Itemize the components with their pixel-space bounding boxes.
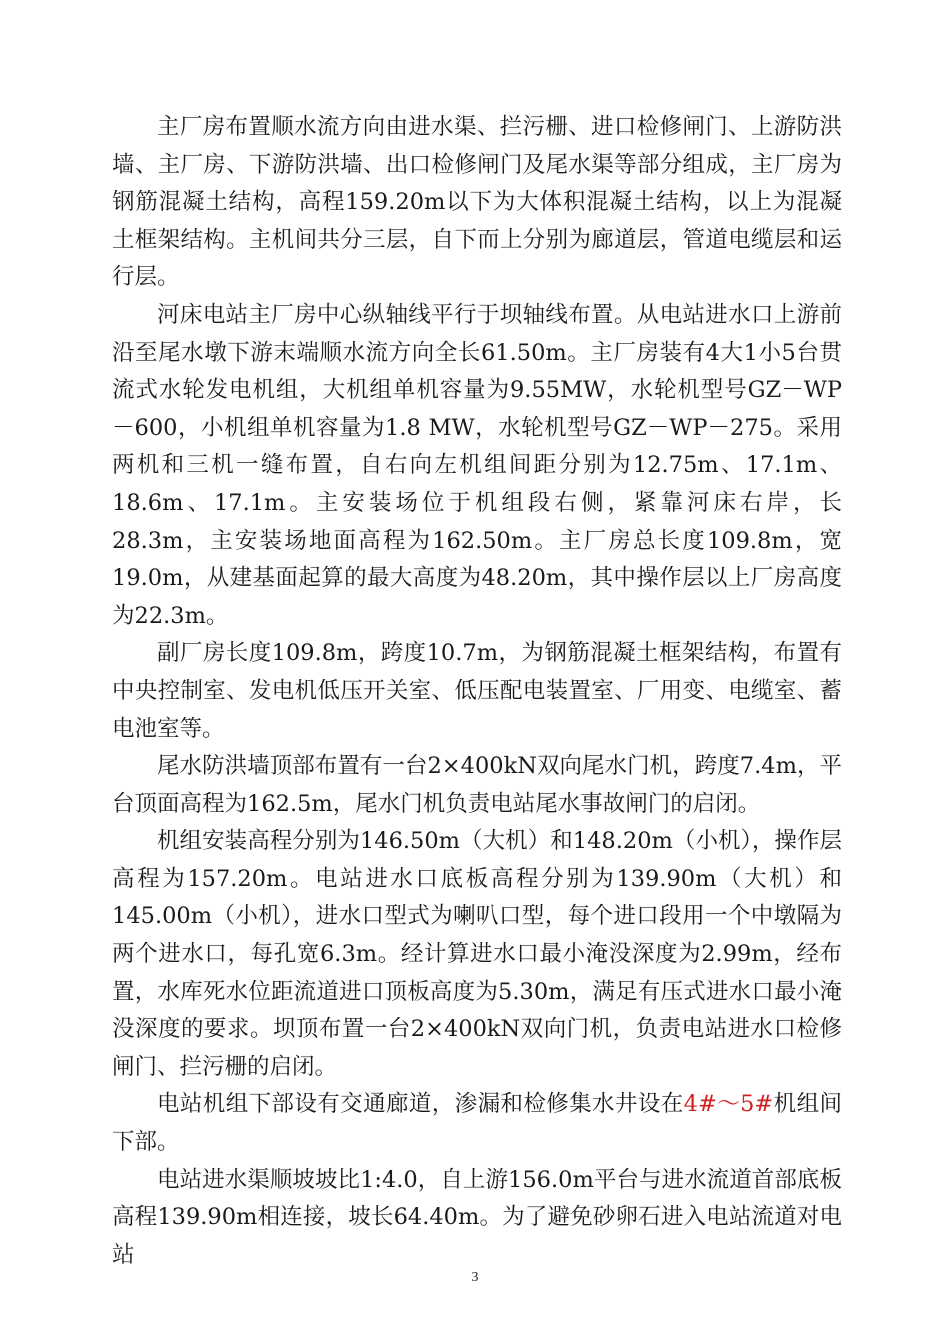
paragraph-tailwater-crane: 尾水防洪墙顶部布置有一台2×400kN双向尾水门机，跨度7.4m，平台顶面高程为162.5m，尾水门机负责电站尾水事故闸门的启闭。: [112, 753, 842, 817]
paragraph-riverbed-station: 河床电站主厂房中心纵轴线平行于坝轴线布置。从电站进水口上游前沿至尾水墩下游末端顺水流方向全长61.50m。主厂房装有4大1小5台贯流式水轮发电机组，大机组单机容量为9.55MW，水轮机型号GZ－WP－600，小机组单机容量为1.8 MW，水轮机型号GZ－WP－275。采用两机和三机一缝布置，自右向左机组间距分别为12.75m、17.1m、18.6m、17.1m。主安装场位于机组段右侧，紧靠河床右岸，长28.3m，主安装场地面高程为162.50m。主厂房总长度109.8m，宽19.0m，从建基面起算的最大高度为48.20m，其中操作层以上厂房高度为22.3m。: [112, 301, 842, 629]
page-number: 3: [471, 1270, 479, 1285]
gallery-text-after: 机组间下部。: [112, 1091, 842, 1156]
gallery-text-before: 电站机组下部设有交通廊道，渗漏和检修集水井设在: [157, 1091, 684, 1118]
paragraph-installation-elevation: 机组安装高程分别为146.50m（大机）和148.20m（小机），操作层高程为157.20m。电站进水口底板高程分别为139.90m（大机）和145.00m（小机），进水口型式为喇叭口型，每个进口段用一个中墩隔为两个进水口，每孔宽6.3m。经计算进水口最小淹没深度为2.99m，经布置，水库死水位距流道进口顶板高度为5.30m，满足有压式进水口最小淹没深度的要求。坝顶布置一台2×400kN双向门机，负责电站进水口检修闸门、拦污栅的启闭。: [112, 828, 842, 1080]
paragraph-intake-channel: 电站进水渠顺坡坡比1:4.0，自上游156.0m平台与进水流道首部底板高程139.90m相连接，坡长64.40m。为了避免砂卵石进入电站流道对电站: [112, 1166, 842, 1268]
paragraph-auxiliary-powerhouse: 副厂房长度109.8m，跨度10.7m，为钢筋混凝土框架结构，布置有中央控制室、发电机低压开关室、低压配电装置室、厂用变、电缆室、蓄电池室等。: [112, 640, 842, 742]
paragraph-main-powerhouse-layout: 主厂房布置顺水流方向由进水渠、拦污栅、进口检修闸门、上游防洪墙、主厂房、下游防洪墙、出口检修闸门及尾水渠等部分组成，主厂房为钢筋混凝土结构，高程159.20m以下为大体积混凝土结构，以上为混凝土框架结构。主机间共分三层，自下而上分别为廊道层，管道电缆层和运行层。: [112, 114, 842, 291]
highlighted-unit-range: 4#～5#: [683, 1091, 774, 1118]
paragraph-gallery-sump: [112, 1086, 842, 1161]
document-body: [112, 109, 842, 1274]
